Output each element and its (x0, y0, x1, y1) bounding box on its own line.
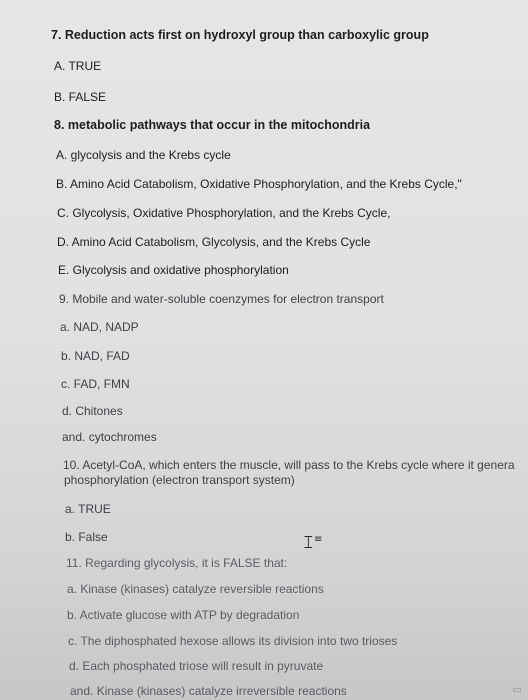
question-10-title-line-1: 10. Acetyl-CoA, which enters the muscle, will pass to the Krebs cycle where it genera (63, 458, 515, 472)
question-11-option-d[interactable]: d. Each phosphated triose will result in pyruvate (69, 659, 324, 673)
question-11-title: 11. Regarding glycolysis, it is FALSE that: (66, 556, 288, 570)
question-8-option-c[interactable]: C. Glycolysis, Oxidative Phosphorylation, and the Krebs Cycle, (57, 206, 391, 220)
question-8-title: 8. metabolic pathways that occur in the mitochondria (54, 118, 371, 132)
text-cursor-icon: 𝙸 ≡ (302, 532, 323, 553)
question-10-title-line-2: phosphorylation (electron transport system) (64, 473, 295, 487)
question-11-option-c[interactable]: c. The diphosphated hexose allows its division into two trioses (68, 634, 398, 648)
question-10-option-a[interactable]: a. TRUE (65, 502, 111, 516)
question-11-option-a[interactable]: a. Kinase (kinases) catalyze reversible reactions (67, 582, 324, 596)
question-9-option-e[interactable]: and. cytochromes (62, 430, 157, 444)
question-10-option-b[interactable]: b. False (65, 530, 108, 544)
question-7-option-b[interactable]: B. FALSE (54, 90, 107, 104)
question-8-option-d[interactable]: D. Amino Acid Catabolism, Glycolysis, and the Krebs Cycle (57, 235, 371, 249)
question-9-title: 9. Mobile and water-soluble coenzymes for electron transport (59, 292, 384, 306)
question-11-option-e[interactable]: and. Kinase (kinases) catalyze irreversible reactions (70, 684, 347, 698)
question-8-option-e[interactable]: E. Glycolysis and oxidative phosphorylation (58, 263, 289, 277)
question-7-option-a[interactable]: A. TRUE (54, 59, 102, 73)
page-corner-icon: ▭ (512, 685, 522, 696)
question-9-option-d[interactable]: d. Chitones (62, 404, 123, 418)
question-7-title: 7. Reduction acts first on hydroxyl group than carboxylic group (51, 28, 429, 42)
question-9-option-a[interactable]: a. NAD, NADP (60, 320, 139, 334)
question-8-option-a[interactable]: A. glycolysis and the Krebs cycle (56, 148, 231, 162)
question-8-option-b[interactable]: B. Amino Acid Catabolism, Oxidative Phosphorylation, and the Krebs Cycle," (56, 177, 462, 191)
question-9-option-c[interactable]: c. FAD, FMN (61, 377, 130, 391)
question-11-option-b[interactable]: b. Activate glucose with ATP by degradation (67, 608, 300, 622)
question-9-option-b[interactable]: b. NAD, FAD (61, 349, 130, 363)
